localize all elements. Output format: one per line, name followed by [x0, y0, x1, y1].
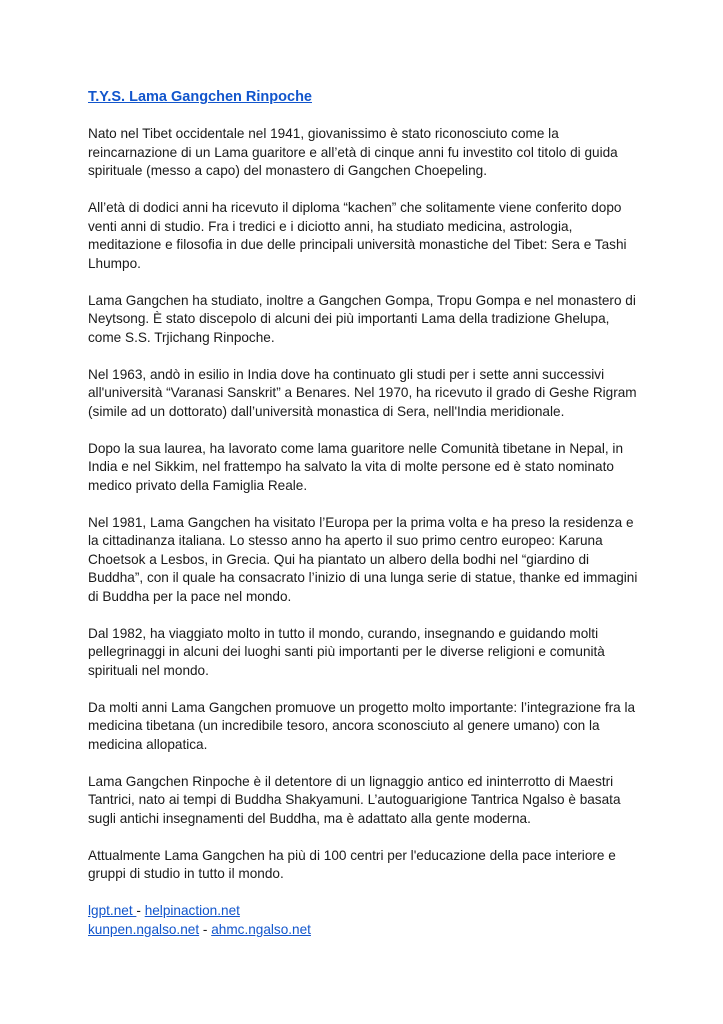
paragraph	[88, 366, 648, 422]
links-row-2	[88, 921, 648, 940]
paragraph-line: Dal 1982, ha viaggiato molto in tutto il mondo, curando, insegnando e guidando molti	[88, 625, 599, 641]
link-kunpen[interactable]: kunpen.ngalso.net	[88, 921, 200, 937]
document-title-link[interactable]: T.Y.S. Lama Gangchen Rinpoche	[88, 89, 312, 105]
paragraph-line: di Buddha per la pace nel mondo.	[88, 588, 292, 604]
paragraph	[88, 292, 648, 348]
paragraph-line: Nel 1963, andò in esilio in India dove ha continuato gli studi per i sette anni successivi	[88, 366, 605, 382]
paragraph-line: spirituale (messo a capo) del monastero di Gangchen Choepeling.	[88, 163, 487, 178]
paragraph-line: medicina allopatica.	[88, 736, 208, 752]
document-page	[88, 88, 648, 939]
document-body	[88, 125, 648, 884]
paragraph-line: Lhumpo.	[88, 255, 141, 271]
paragraph-line: (simile ad un dottorato) dall’università monastica di Sera, nell'India meridionale.	[88, 403, 565, 419]
paragraph	[88, 625, 648, 681]
paragraph-line: All’età di dodici anni ha ricevuto il diploma “kachen” che solitamente viene conferito dopo	[88, 200, 622, 215]
paragraph	[88, 125, 648, 181]
link-lgpt[interactable]: lgpt.net	[88, 903, 137, 918]
paragraph-line: Buddha”, con il quale ha consacrato l’inizio di una lunga serie di statue, thanke ed immagini	[88, 570, 638, 585]
paragraph-line: medico privato della Famiglia Reale.	[88, 477, 308, 493]
paragraph-line: Lama Gangchen ha studiato, inoltre a Gangchen Gompa, Tropu Gompa e nel monastero di	[88, 292, 636, 308]
paragraph-line: come S.S. Trjichang Rinpoche.	[88, 329, 275, 345]
links-row-1	[88, 902, 648, 921]
paragraph-line: Nato nel Tibet occidentale nel 1941, giovanissimo è stato riconosciuto come la	[88, 126, 559, 141]
paragraph	[88, 847, 648, 884]
links-block	[88, 902, 648, 939]
paragraph-line: meditazione e filosofia in due delle principali università monastiche del Tibet: Sera e Tashi	[88, 237, 627, 252]
paragraph-line: gruppi di studio in tutto il mondo.	[88, 866, 284, 881]
paragraph-line: Choetsok a Lesbos, in Grecia. Qui ha piantato un albero della bodhi nel “giardino di	[88, 551, 590, 567]
paragraph-line: Nel 1981, Lama Gangchen ha visitato l’Europa per la prima volta e ha preso la residenza e	[88, 514, 634, 530]
paragraph-line: pellegrinaggi in alcuni dei luoghi santi più importanti per le diverse religioni e comunità	[88, 644, 605, 659]
paragraph	[88, 440, 648, 496]
paragraph-line: India e nel Sikkim, nel frattempo ha salvato la vita di molte persone ed è stato nominato	[88, 459, 614, 474]
paragraph-line: sugli antichi insegnamenti del Buddha, ma è adattato alla gente moderna.	[88, 810, 531, 826]
paragraph-line: spirituali nel mondo.	[88, 662, 209, 678]
paragraph-line: all'università “Varanasi Sanskrit” a Benares. Nel 1970, ha ricevuto il grado di Geshe Rigram	[88, 385, 637, 400]
paragraph-line: la cittadinanza italiana. Lo stesso anno ha aperto il suo primo centro europeo: Karuna	[88, 533, 603, 548]
paragraph-line: venti anni di studio. Fra i tredici e i diciotto anni, ha studiato medicina, astrologia,	[88, 218, 573, 234]
link-ahmc[interactable]: ahmc.ngalso.net	[211, 921, 311, 937]
paragraph-line: Attualmente Lama Gangchen ha più di 100 centri per l'educazione della pace interiore e	[88, 847, 616, 863]
link-separator: -	[136, 903, 145, 918]
paragraph-line: reincarnazione di un Lama guaritore e all’età di cinque anni fu investito col titolo di guida	[88, 144, 618, 160]
paragraph	[88, 514, 648, 607]
paragraph	[88, 699, 648, 755]
paragraph-line: Da molti anni Lama Gangchen promuove un progetto molto importante: l’integrazione fra la	[88, 699, 636, 715]
paragraph-line: Tantrici, nato ai tempi di Buddha Shakyamuni. L’autoguarigione Tantrica Ngalso è basata	[88, 792, 621, 807]
paragraph-line: Dopo la sua laurea, ha lavorato come lama guaritore nelle Comunità tibetane in Nepal, in	[88, 440, 624, 456]
paragraph	[88, 199, 648, 273]
link-helpinaction[interactable]: helpinaction.net	[144, 903, 240, 918]
paragraph-line: Neytsong. È stato discepolo di alcuni dei più importanti Lama della tradizione Ghelupa,	[88, 311, 610, 326]
paragraph-line: Lama Gangchen Rinpoche è il detentore di un lignaggio antico ed ininterrotto di Maestri	[88, 773, 614, 789]
link-separator: -	[199, 921, 212, 937]
paragraph-line: medicina tibetana (un incredibile tesoro, ancora sconosciuto al genere umano) con la	[88, 718, 600, 733]
paragraph	[88, 773, 648, 829]
